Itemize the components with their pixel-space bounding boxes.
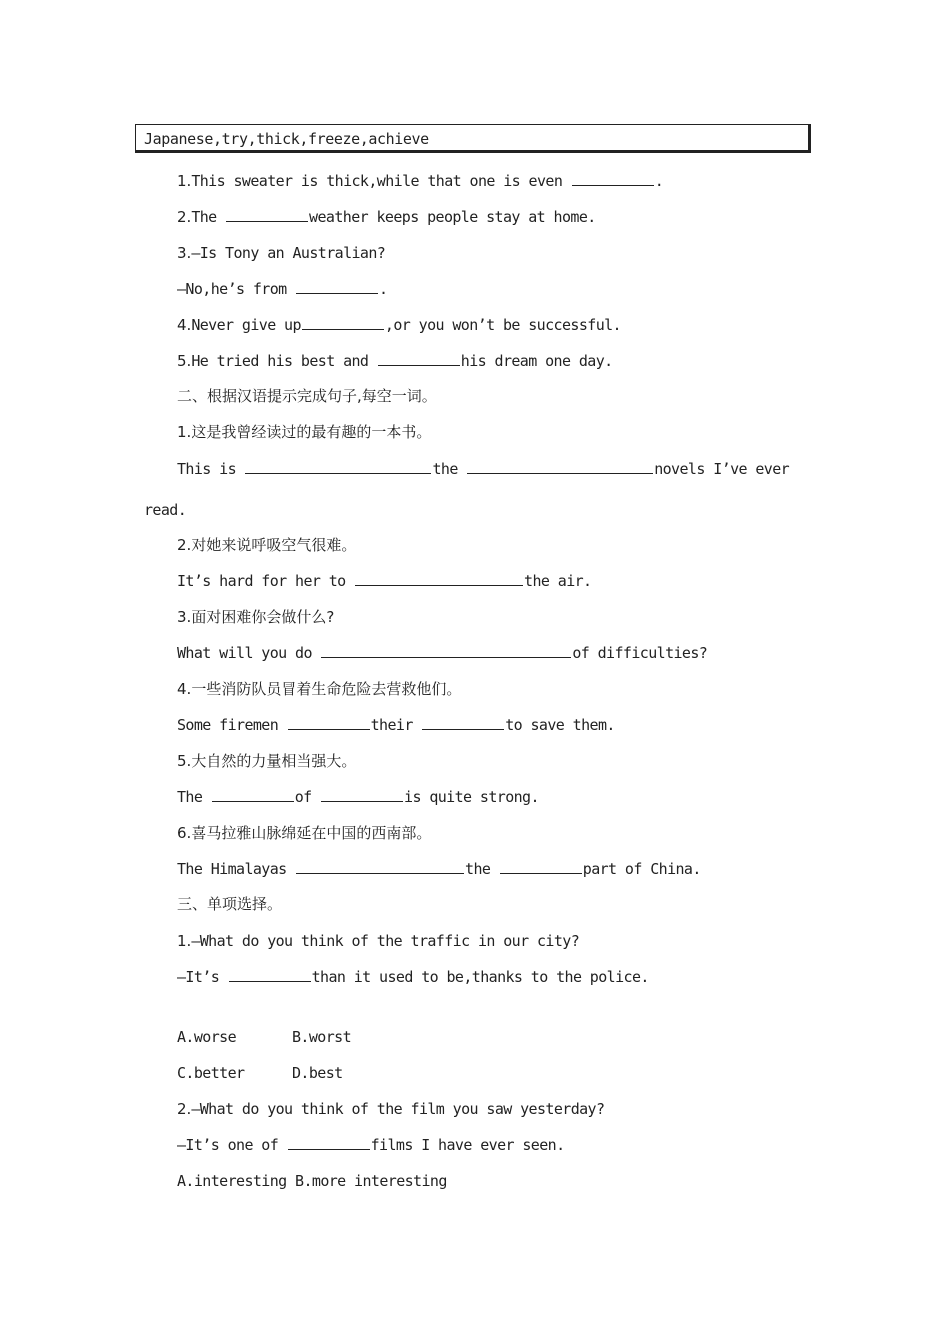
answer-blank[interactable] [296, 279, 378, 294]
s3-q2-options[interactable]: A.interesting B.more interesting [177, 1172, 447, 1190]
s2-q4-prompt: 4.一些消防队员冒着生命危险去营救他们。 [177, 680, 462, 698]
s1-item-2: 2.The weather keeps people stay at home. [177, 208, 596, 226]
answer-blank[interactable] [321, 787, 403, 802]
option-b[interactable]: B.worst [292, 1028, 352, 1046]
s2-q6-answer: The Himalayas the part of China. [177, 860, 701, 878]
s2-q4-answer: Some firemen their to save them. [177, 716, 615, 734]
answer-blank[interactable] [288, 1135, 370, 1150]
s3-q1-question: 1.—What do you think of the traffic in our city? [177, 932, 580, 950]
answer-blank[interactable] [500, 859, 582, 874]
s1-item-5: 5.He tried his best and his dream one day. [177, 352, 613, 370]
answer-blank[interactable] [212, 787, 294, 802]
answer-blank[interactable] [422, 715, 504, 730]
s1-item-3-answer: —No,he’s from . [177, 280, 388, 298]
answer-blank[interactable] [378, 351, 460, 366]
section3-heading: 三、单项选择。 [177, 895, 283, 913]
answer-blank[interactable] [302, 315, 384, 330]
s1-item-3-question: 3.—Is Tony an Australian? [177, 244, 386, 262]
s1-item-1: 1.This sweater is thick,while that one is even . [177, 172, 664, 190]
s2-q2-prompt: 2.对她来说呼吸空气很难。 [177, 536, 357, 554]
answer-blank[interactable] [288, 715, 370, 730]
answer-blank[interactable] [296, 859, 464, 874]
answer-blank[interactable] [229, 967, 311, 982]
answer-blank[interactable] [226, 207, 308, 222]
s2-q1-continuation: read. [144, 501, 187, 519]
word-bank-text: Japanese,try,thick,freeze,achieve [144, 130, 429, 148]
option-c[interactable]: C.better [177, 1064, 245, 1082]
answer-blank[interactable] [245, 459, 431, 474]
s2-q6-prompt: 6.喜马拉雅山脉绵延在中国的西南部。 [177, 824, 432, 842]
answer-blank[interactable] [321, 643, 571, 658]
s2-q3-answer: What will you do of difficulties? [177, 644, 708, 662]
s3-q1-options-row1 [177, 1027, 351, 1047]
s1-item-4: 4.Never give up ,or you won’t be successful. [177, 316, 621, 334]
word-bank-box [135, 124, 811, 153]
s2-q3-prompt: 3.面对困难你会做什么? [177, 608, 335, 626]
s2-q5-answer: The of is quite strong. [177, 788, 539, 806]
s3-q2-answer: —It’s one of films I have ever seen. [177, 1136, 565, 1154]
answer-blank[interactable] [355, 571, 523, 586]
s2-q2-answer: It’s hard for her to the air. [177, 572, 592, 590]
option-d[interactable]: D.best [292, 1064, 343, 1082]
s3-q1-options-row2 [177, 1063, 343, 1083]
s2-q1-answer: This is the novels I’ve ever [177, 460, 790, 478]
s2-q5-prompt: 5.大自然的力量相当强大。 [177, 752, 357, 770]
answer-blank[interactable] [572, 171, 654, 186]
s3-q2-question: 2.—What do you think of the film you saw yesterday? [177, 1100, 605, 1118]
s3-q1-answer: —It’s than it used to be,thanks to the police. [177, 968, 649, 986]
answer-blank[interactable] [467, 459, 653, 474]
s2-q1-prompt: 1.这是我曾经读过的最有趣的一本书。 [177, 423, 432, 441]
section2-heading: 二、根据汉语提示完成句子,每空一词。 [177, 387, 437, 405]
option-a[interactable]: A.worse [177, 1028, 237, 1046]
